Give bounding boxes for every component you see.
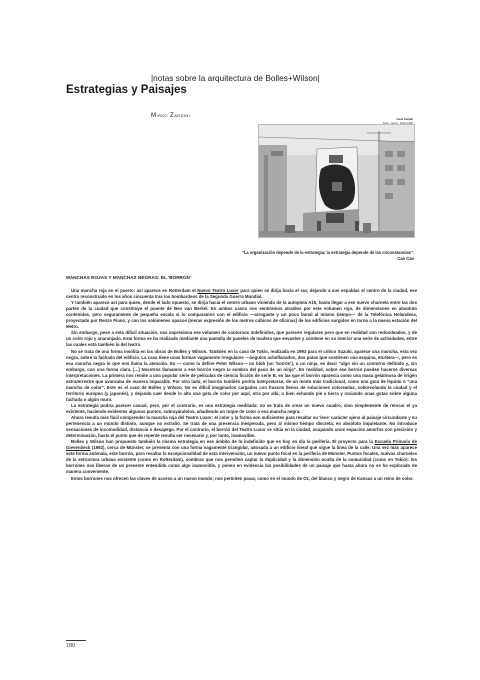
quote-text: "La organización depende de la estrategia; la estrategia depende de las circunstancias". (241, 250, 414, 255)
article-body (66, 275, 417, 482)
underlined-reference: Nuevo Teatro Luxor (197, 288, 239, 294)
body-paragraph: Y también aparece así para quien, desde el lado opuesto, se dirija hacia el centro urbano viniendo de la autopista A15, hasta llegar a ese nuevo charnela entre las dos partes de la ciudad que constituye el puente de Ben van Berkel. En ambos casos nos sentiremos atraídos por este volumen rojo, de dimensiones en absoluto contenidas, pero seguramente de pequeña escala si lo comparamos con el edificio —arrogante y un poco banal al mismo tiempo— de la Telefónica Holandesa, proyectado por Renzo Piano, y con los volúmenes opacos (meras expresión de los metros cúbicos de oficinas) de los edificios surgidos en torno a la nueva estación del Metro. (66, 300, 417, 330)
article-author: Mirko Zardini (151, 112, 191, 119)
body-paragraph: Estos borrones nos ofrecen las claves de acceso a un nuevo mundo; nos permiten pasar, como en el mundo de Oz, del blanco y negro de Kansas a un reino de color. (71, 475, 414, 481)
body-paragraph: Ahora resulta más fácil comprender la mancha roja del Teatro Luxor: el color y la forma son suficientes para resaltar su 'leve' carácter ajeno al paisaje circundante y su pertenencia a un mundo distinto, aunque no extraño. Se trata de una presencia inesperada, pero al mismo tiempo discreta, en absoluto inquietante. No introduce sensaciones de incomodidad, distancia o desapego. Por el contrario, el borrón del Teatro Luxor se sitúa en la ciudad, ocupando unos espacios amorfos con precisión y determinación, hasta el punto que de repente resulta ser necesario y, por tanto, inamovible. (66, 415, 417, 439)
body-paragraph: La estrategia podría parecer casual, pero, por el contrario, es una estrategia meditada: no se trata de crear un nuevo cuadro, sino simplemente de retocar el ya existente, haciendo evidentes algunos puntos, subrayándolos, añadiendo un toque de color o esa mancha negra. (66, 402, 417, 414)
section-heading: MANCHAS ROJAS Y MANCHAS NEGRAS: EL 'BORRÓN' (66, 275, 192, 280)
paragraph-text: Una mancha roja en el puerto: así aparece en Rotterdam el (71, 288, 198, 294)
quote-attribution: Cao Cao (397, 256, 414, 261)
footer-rule (66, 640, 86, 641)
body-paragraph: No se trata de una forma insólita en las obras de Bolles y Wilson. También en la casa de Tokio, realizada en 1993 para el crítico Suzuki, aparece una mancha, esta vez negra, sobre la fachada del edificio. La casa tiene unas formas vagamente irregulares —ángulos achaflanados, dos patas que sostienen una esquina, etcétera—, pero es esa mancha negra lo que nos llama la atención. Es — como la define Peter Wilson— un blob (un 'borrón'), o un ninja, es decir "algo sin un contorno definido y, sin embargo, con una forma clara. [...] Nosotros llamamos a ese borrón negro la sombra del paso de un ninja". En realidad, sobre ese borrón pueden hacerse diversas interpretaciones. La primera nos remite a una popular serie de películas de ciencia ficción de serie B, en las que el borrón aparecía como una masa gelatinosa de origen extraterrestre que avanzaba de manera imparable. Por otro lado, el borrón también podría interpretarse, de un modo más tradicional, como una gota de líquido o "una mancha de color". Este es el caso de Bolles y Wilson. No es difícil imaginarlos cargados con frascos llenos de soluciones coloreadas, sobrevolando la ciudad y el territorio europeo (y japonés), y dejando caer desde lo alto una gota de color por aquí, otra por allá; o bien echando pie a tierra y rociando unas gotas sobre alguna fachada o algún muro. (66, 348, 417, 402)
article-title (66, 83, 187, 98)
building-photo (258, 124, 415, 238)
body-paragraph (66, 439, 417, 475)
article-title-line: Estrategias y Paisajes (66, 84, 187, 96)
underlined-reference: Escuela Primaria de Gievenbeck (66, 439, 417, 451)
paragraph-text: Bolles y Wilson han propuesto también la misma estrategia en ese ámbito de lo indefinido que es hoy en día la periferia. El proyecto para la (71, 439, 375, 445)
body-paragraph: Sin embargo, pese a esta difícil situación, nos impresiona ese volumen de contornos indefinidos, que parecen regulares pero que en realidad son redondeados, y de un color rojo y anaranjado. Esta forma se ha realizado mediante una pantalla de paneles de madera que envuelve y contiene en su interior una serie de actividades, entre las cuales está también la del teatro. (66, 330, 417, 348)
page-number: 180 (66, 643, 76, 649)
body-paragraph (66, 288, 417, 300)
series-title: |notas sobre la arquitectura de Bolles+Wilson| (151, 74, 320, 83)
paragraph-text: para quien se dirija hacia el sur, dejando a sus espaldas el centro de la ciudad, ese centro reconstruido en los años cincuenta tras los bombardeos de la Segunda Guerra Mundial. (66, 288, 418, 300)
photo-caption-title: Casa Suzuki (396, 117, 413, 121)
photo-caption-subtitle: Tokio, Japón, 1993-1996 (382, 120, 413, 125)
epigraph-quote (190, 250, 414, 262)
paragraph-text: (1992), cerca de Münster, se presenta con una forma vagamente triangular, adosada a un edificio lineal que sigue la línea de la calle. Una vez más aparece esta forma anómala, este borrón, para resaltar la excepcionalidad de esta intervención, un nuevo punto focal en la periferia de Münster. Puntos focales, nuevas charnelas de la estructura urbana existente (como en Rotterdam), sombras que nos permiten captar la duplicidad y la dimensión oculta de la comunidad (como en Tokio): los borrones nos liberan de un presente entendido como algo inamovible, y ponen en evidencia las posibilidades de un paisaje que hasta ahora no se ha explorado de manera conveniente. (66, 445, 417, 475)
building-photo-image (259, 125, 415, 238)
